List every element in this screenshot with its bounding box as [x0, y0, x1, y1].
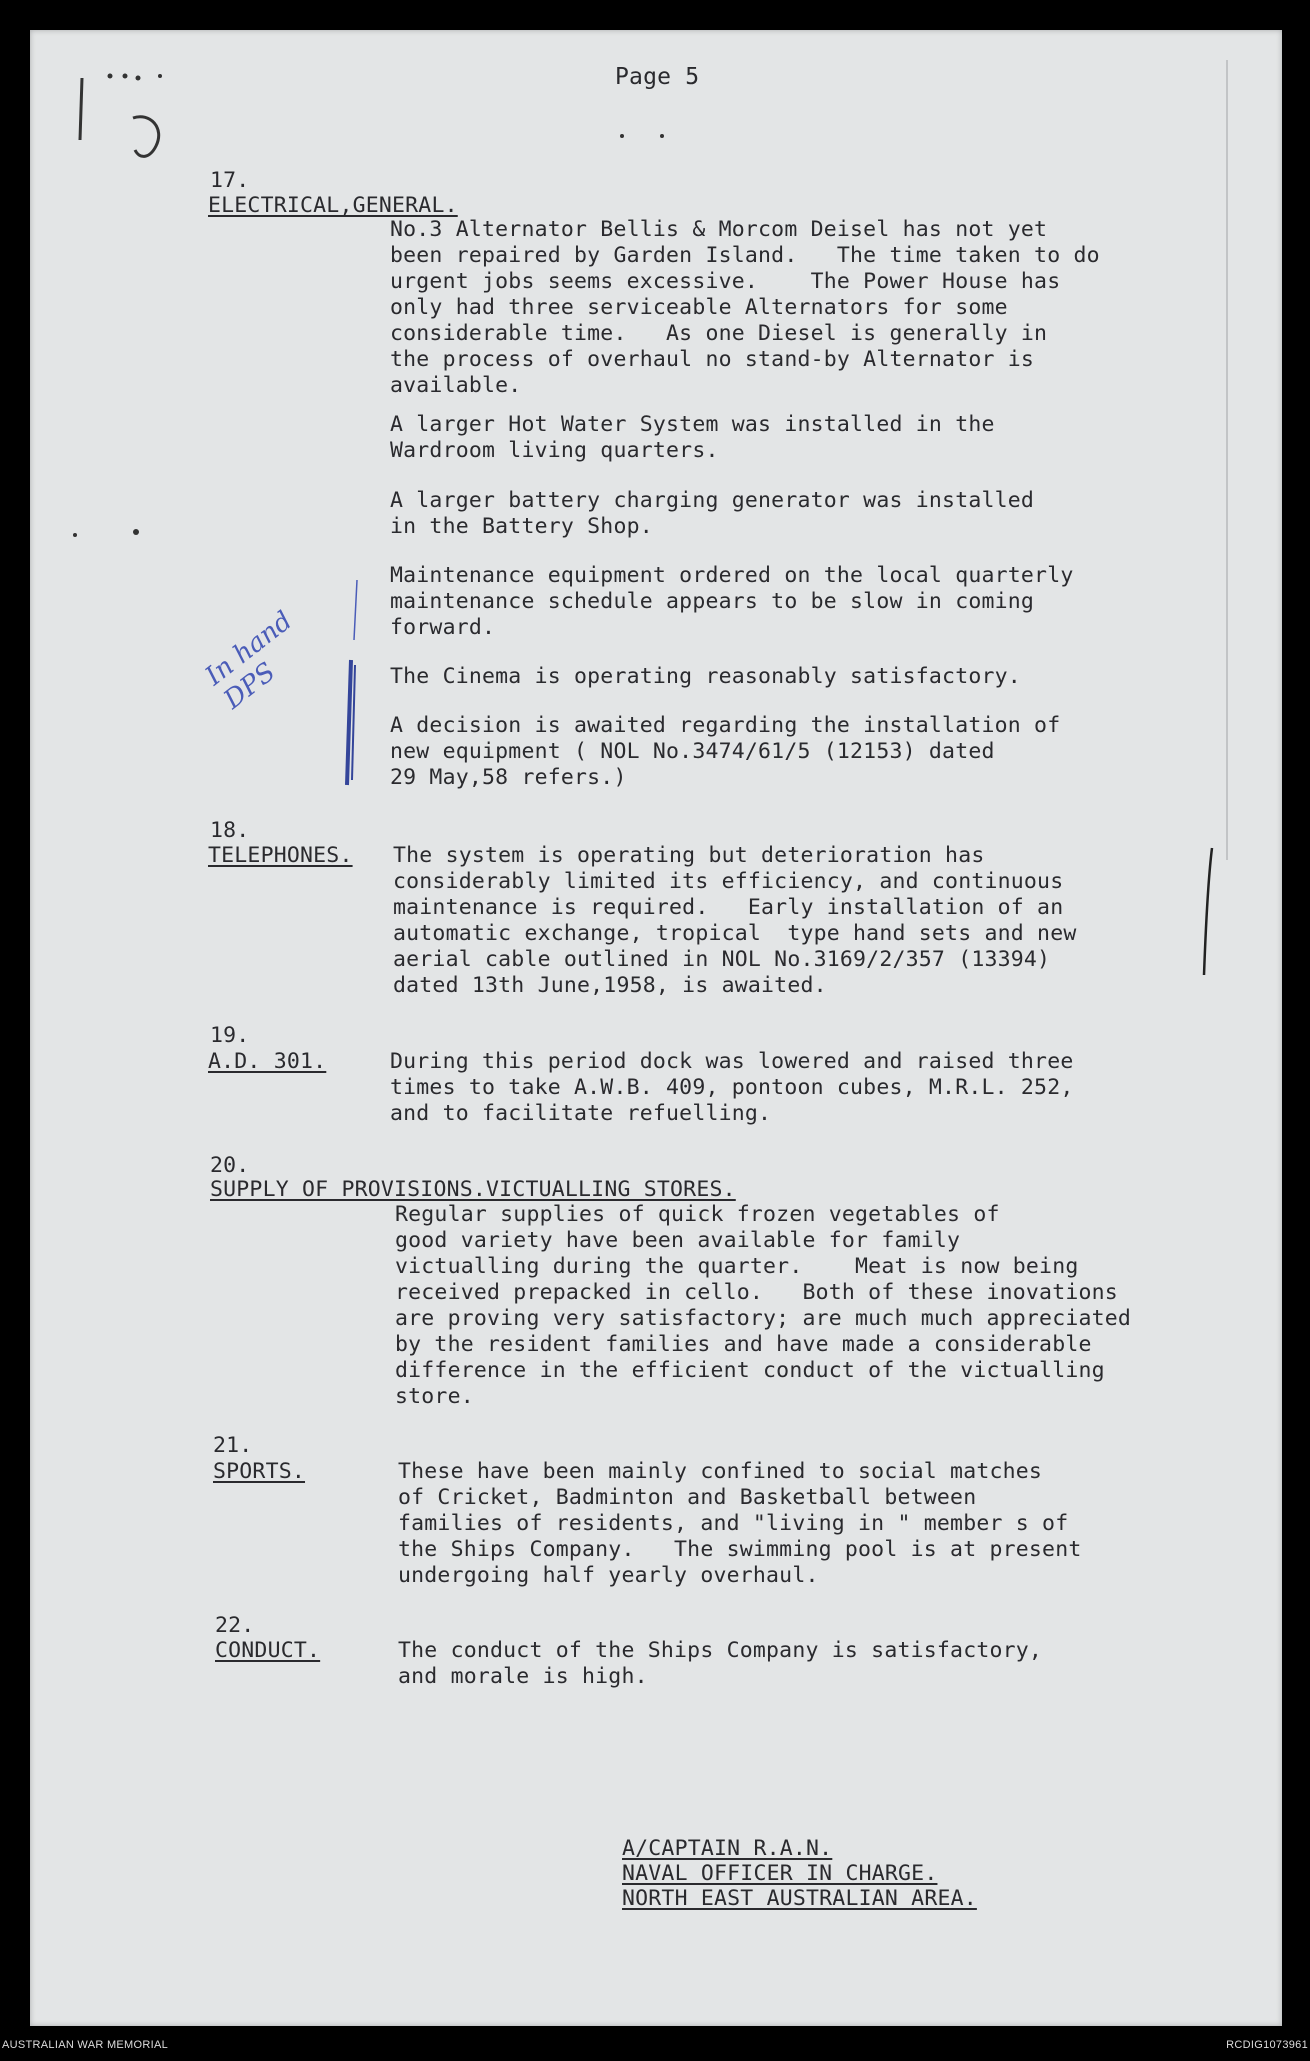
section-21-heading: SPORTS.	[213, 1459, 306, 1484]
signature-title: NAVAL OFFICER IN CHARGE.	[622, 1861, 938, 1886]
section-20-number: 20.	[210, 1153, 250, 1178]
handwritten-note: In hand DPS	[200, 605, 298, 716]
footer-right: RCDIG1073961	[1226, 2039, 1308, 2051]
section-17-heading: ELECTRICAL,GENERAL.	[208, 193, 458, 218]
footer-left: AUSTRALIAN WAR MEMORIAL	[2, 2039, 169, 2051]
signature-rank: A/CAPTAIN R.A.N.	[622, 1836, 833, 1861]
section-17-paragraph-5: The Cinema is operating reasonably satisfactory.	[390, 664, 1021, 689]
section-19-heading: A.D. 301.	[208, 1049, 327, 1074]
section-17-paragraph-1: No.3 Alternator Bellis & Morcom Deisel has not yet been repaired by Garden Island. The time taken to do urgent jobs seems excessive. The Power House has only had three serviceable Alternators for some considerable time. As one Diesel is generally in the process of overhaul no stand-by Alternator is available.	[390, 217, 1100, 398]
section-19-paragraph-1: During this period dock was lowered and raised three times to take A.W.B. 409, pontoon cubes, M.R.L. 252, and to facilitate refuelling.	[390, 1049, 1074, 1126]
section-22-number: 22.	[215, 1613, 255, 1638]
signature-area: NORTH EAST AUSTRALIAN AREA.	[622, 1886, 977, 1911]
section-17-paragraph-4: Maintenance equipment ordered on the local quarterly maintenance schedule appears to be slow in coming forward.	[390, 563, 1074, 640]
section-17-paragraph-2: A larger Hot Water System was installed in the Wardroom living quarters.	[390, 412, 995, 463]
section-21-number: 21.	[213, 1433, 253, 1458]
section-17-paragraph-3: A larger battery charging generator was installed in the Battery Shop.	[390, 488, 1035, 539]
section-22-paragraph-1: The conduct of the Ships Company is satisfactory, and morale is high.	[398, 1638, 1043, 1689]
section-20-heading: SUPPLY OF PROVISIONS.VICTUALLING STORES.	[210, 1177, 736, 1202]
section-17-number: 17.	[210, 168, 250, 193]
section-18-paragraph-1: The system is operating but deterioration has considerably limited its efficiency, and continuous maintenance is required. Early installation of an automatic exchange, tropical type hand sets and new aerial cable outlined in NOL No.3169/2/357 (13394) dated 13th June,1958, is awaited.	[393, 843, 1077, 998]
section-21-paragraph-1: These have been mainly confined to social matches of Cricket, Badminton and Basketball between families of residents, and "living in " member s of the Ships Company. The swimming pool is at present undergoing half yearly overhaul.	[398, 1459, 1082, 1588]
section-20-paragraph-1: Regular supplies of quick frozen vegetables of good variety have been available for family victualling during the quarter. Meat is now being received prepacked in cello. Both of these inovations are proving very satisfactory; are much much appreciated by the resident families and have made a considerable difference in the efficient conduct of the victualling store.	[395, 1202, 1132, 1409]
section-22-heading: CONDUCT.	[215, 1638, 321, 1663]
section-18-heading: TELEPHONES.	[208, 843, 353, 868]
section-18-number: 18.	[210, 818, 250, 843]
section-19-number: 19.	[210, 1023, 250, 1048]
section-17-paragraph-6: A decision is awaited regarding the installation of new equipment ( NOL No.3474/61/5 (12153) dated 29 May,58 refers.)	[390, 713, 1061, 790]
page-number: Page 5	[615, 64, 700, 90]
